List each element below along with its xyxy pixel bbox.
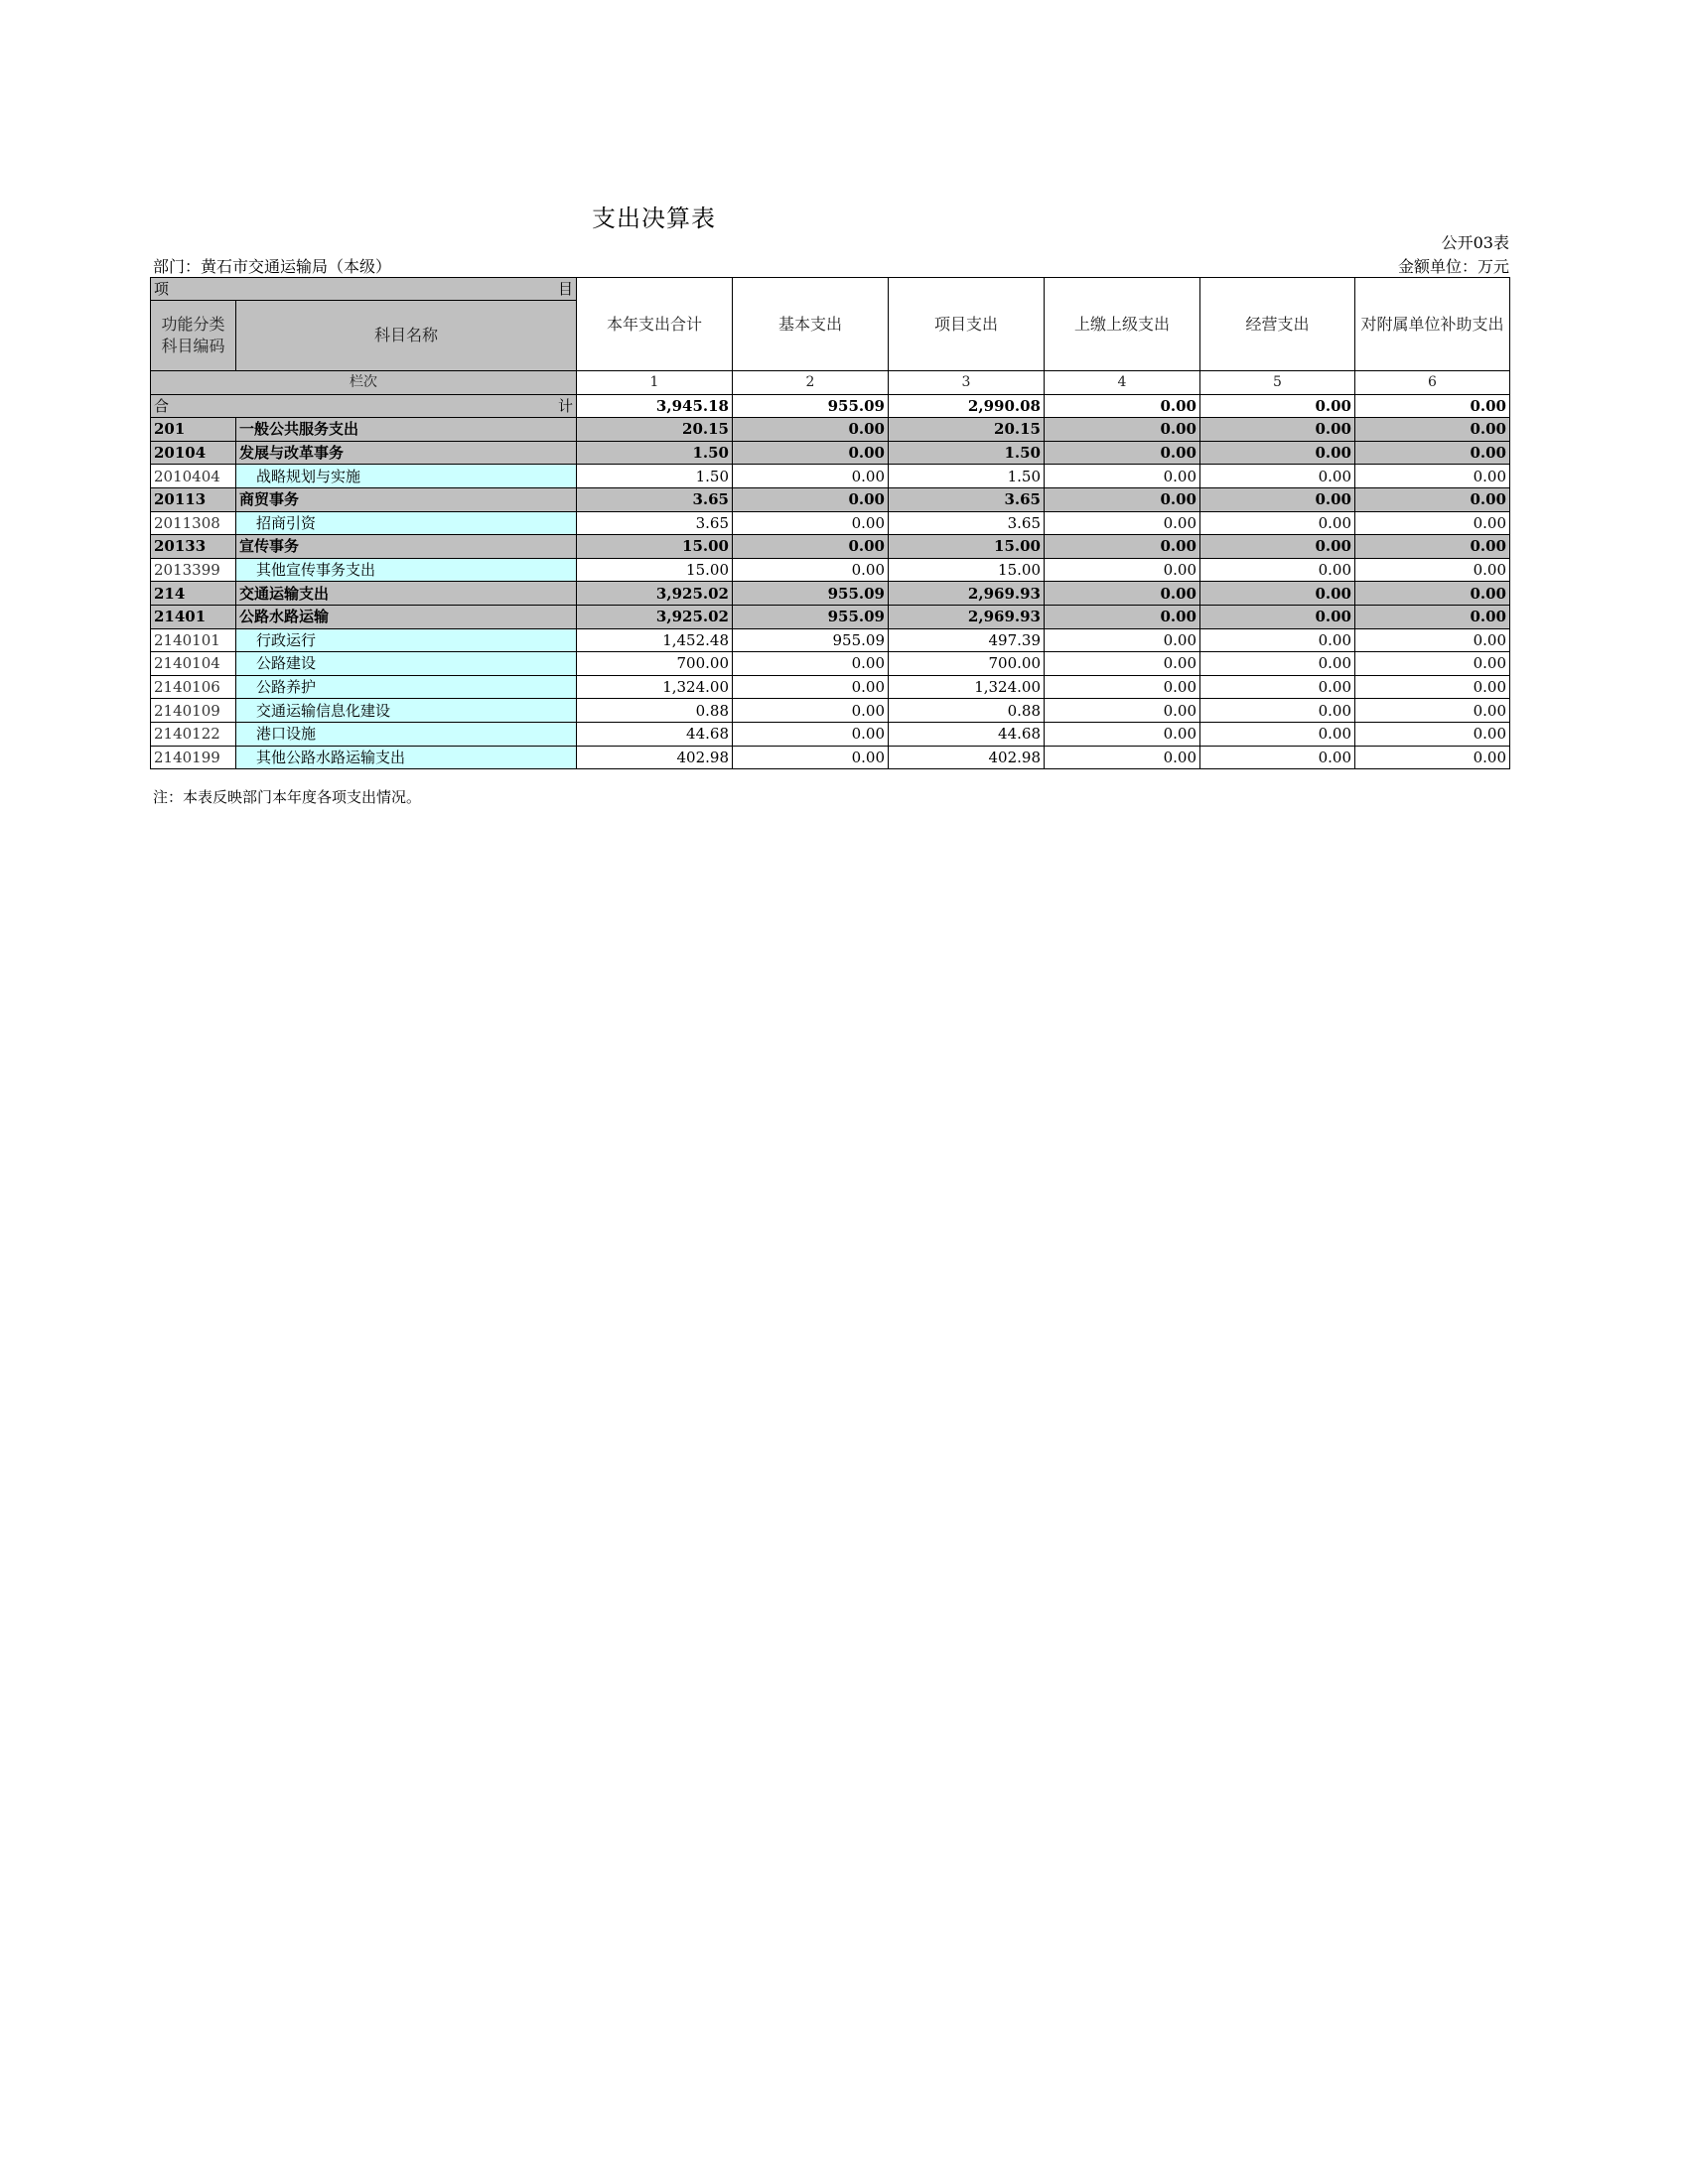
row-value-5: 0.00 <box>1200 722 1355 746</box>
row-value-1: 402.98 <box>577 746 733 769</box>
lanci-label: 栏次 <box>151 371 577 395</box>
item-label: 项 <box>154 280 170 298</box>
code-header: 功能分类科目编码 <box>151 301 236 371</box>
row-value-3: 1.50 <box>889 465 1045 488</box>
row-value-3: 3.65 <box>889 511 1045 535</box>
col-number-3: 3 <box>889 371 1045 395</box>
row-value-6: 0.00 <box>1355 558 1510 582</box>
row-value-6: 0.00 <box>1355 511 1510 535</box>
row-value-4: 0.00 <box>1045 652 1200 676</box>
row-code: 2010404 <box>151 465 236 488</box>
row-name: 发展与改革事务 <box>236 441 577 465</box>
table-row <box>151 535 1510 559</box>
item-header-cell <box>151 278 577 301</box>
row-value-2: 955.09 <box>733 605 889 628</box>
row-value-1: 1,324.00 <box>577 675 733 699</box>
row-value-5: 0.00 <box>1200 487 1355 511</box>
row-name: 宣传事务 <box>236 535 577 559</box>
table-row <box>151 675 1510 699</box>
row-value-3: 44.68 <box>889 722 1045 746</box>
row-value-6: 0.00 <box>1355 675 1510 699</box>
row-value-5: 0.00 <box>1200 699 1355 723</box>
row-name: 一般公共服务支出 <box>236 418 577 442</box>
row-value-6: 0.00 <box>1355 722 1510 746</box>
row-value-5: 0.00 <box>1200 535 1355 559</box>
name-header: 科目名称 <box>236 301 577 371</box>
row-code: 201 <box>151 418 236 442</box>
row-name: 其他宣传事务支出 <box>236 558 577 582</box>
row-value-4: 0.00 <box>1045 722 1200 746</box>
row-value-1: 3,925.02 <box>577 605 733 628</box>
row-value-4: 0.00 <box>1045 605 1200 628</box>
table-row <box>151 605 1510 628</box>
row-value-4: 0.00 <box>1045 511 1200 535</box>
row-value-5: 0.00 <box>1200 605 1355 628</box>
row-code: 2140106 <box>151 675 236 699</box>
row-value-2: 0.00 <box>733 558 889 582</box>
row-value-6: 0.00 <box>1355 487 1510 511</box>
row-name: 交通运输信息化建设 <box>236 699 577 723</box>
total-value-3: 2,990.08 <box>889 394 1045 418</box>
column-header-1: 本年支出合计 <box>577 278 733 371</box>
table-row <box>151 722 1510 746</box>
row-value-4: 0.00 <box>1045 465 1200 488</box>
row-code: 21401 <box>151 605 236 628</box>
row-value-2: 0.00 <box>733 418 889 442</box>
row-value-3: 2,969.93 <box>889 605 1045 628</box>
column-header-4: 上缴上级支出 <box>1045 278 1200 371</box>
row-value-1: 3,925.02 <box>577 582 733 606</box>
row-value-2: 0.00 <box>733 487 889 511</box>
form-number: 公开03表 <box>1441 233 1509 252</box>
row-name: 招商引资 <box>236 511 577 535</box>
row-value-5: 0.00 <box>1200 582 1355 606</box>
row-name: 公路养护 <box>236 675 577 699</box>
table-row <box>151 511 1510 535</box>
row-value-4: 0.00 <box>1045 487 1200 511</box>
row-code: 2013399 <box>151 558 236 582</box>
column-header-6: 对附属单位补助支出 <box>1355 278 1510 371</box>
page-title: 支出决算表 <box>592 205 716 232</box>
row-value-1: 15.00 <box>577 558 733 582</box>
row-value-3: 3.65 <box>889 487 1045 511</box>
row-code: 2140109 <box>151 699 236 723</box>
row-value-1: 1,452.48 <box>577 628 733 652</box>
table-row <box>151 582 1510 606</box>
table-row <box>151 628 1510 652</box>
row-code: 2140199 <box>151 746 236 769</box>
column-number-row <box>151 371 1510 395</box>
row-code: 20113 <box>151 487 236 511</box>
row-value-3: 497.39 <box>889 628 1045 652</box>
col-number-5: 5 <box>1200 371 1355 395</box>
table-row <box>151 487 1510 511</box>
row-value-5: 0.00 <box>1200 558 1355 582</box>
row-value-2: 955.09 <box>733 628 889 652</box>
row-value-6: 0.00 <box>1355 628 1510 652</box>
row-value-4: 0.00 <box>1045 628 1200 652</box>
table-row <box>151 746 1510 769</box>
table-row <box>151 465 1510 488</box>
row-value-2: 0.00 <box>733 535 889 559</box>
col-number-6: 6 <box>1355 371 1510 395</box>
column-header-3: 项目支出 <box>889 278 1045 371</box>
row-value-1: 1.50 <box>577 441 733 465</box>
row-name: 公路水路运输 <box>236 605 577 628</box>
row-value-4: 0.00 <box>1045 582 1200 606</box>
row-value-1: 0.88 <box>577 699 733 723</box>
row-value-2: 0.00 <box>733 675 889 699</box>
row-value-3: 402.98 <box>889 746 1045 769</box>
table-row <box>151 652 1510 676</box>
row-value-4: 0.00 <box>1045 675 1200 699</box>
row-value-1: 700.00 <box>577 652 733 676</box>
row-value-1: 20.15 <box>577 418 733 442</box>
row-name: 行政运行 <box>236 628 577 652</box>
total-value-4: 0.00 <box>1045 394 1200 418</box>
row-value-4: 0.00 <box>1045 535 1200 559</box>
total-value-2: 955.09 <box>733 394 889 418</box>
row-value-2: 0.00 <box>733 511 889 535</box>
header-row-item <box>151 278 1510 301</box>
row-value-2: 0.00 <box>733 746 889 769</box>
col-number-1: 1 <box>577 371 733 395</box>
row-value-4: 0.00 <box>1045 441 1200 465</box>
row-code: 2140122 <box>151 722 236 746</box>
table-row <box>151 699 1510 723</box>
row-value-2: 0.00 <box>733 465 889 488</box>
row-value-3: 15.00 <box>889 558 1045 582</box>
row-name: 交通运输支出 <box>236 582 577 606</box>
row-name: 公路建设 <box>236 652 577 676</box>
row-value-6: 0.00 <box>1355 441 1510 465</box>
row-value-1: 44.68 <box>577 722 733 746</box>
total-label-cell <box>151 394 577 418</box>
row-value-5: 0.00 <box>1200 675 1355 699</box>
row-value-3: 700.00 <box>889 652 1045 676</box>
table-row <box>151 441 1510 465</box>
table-row <box>151 418 1510 442</box>
department-label: 部门：黄石市交通运输局（本级） <box>153 257 392 276</box>
row-value-6: 0.00 <box>1355 652 1510 676</box>
total-value-5: 0.00 <box>1200 394 1355 418</box>
row-value-3: 1.50 <box>889 441 1045 465</box>
row-value-3: 2,969.93 <box>889 582 1045 606</box>
column-header-2: 基本支出 <box>733 278 889 371</box>
row-value-4: 0.00 <box>1045 558 1200 582</box>
row-name: 商贸事务 <box>236 487 577 511</box>
row-value-2: 0.00 <box>733 699 889 723</box>
col-number-4: 4 <box>1045 371 1200 395</box>
row-code: 2140104 <box>151 652 236 676</box>
table-note: 注：本表反映部门本年度各项支出情况。 <box>153 788 422 806</box>
row-value-5: 0.00 <box>1200 511 1355 535</box>
row-value-5: 0.00 <box>1200 441 1355 465</box>
row-code: 20133 <box>151 535 236 559</box>
row-value-2: 0.00 <box>733 652 889 676</box>
row-value-5: 0.00 <box>1200 628 1355 652</box>
amount-unit-label: 金额单位：万元 <box>1397 257 1509 276</box>
row-value-6: 0.00 <box>1355 746 1510 769</box>
total-value-6: 0.00 <box>1355 394 1510 418</box>
row-value-1: 1.50 <box>577 465 733 488</box>
row-value-5: 0.00 <box>1200 746 1355 769</box>
row-value-4: 0.00 <box>1045 699 1200 723</box>
column-header-5: 经营支出 <box>1200 278 1355 371</box>
row-value-3: 0.88 <box>889 699 1045 723</box>
table-row <box>151 558 1510 582</box>
row-value-3: 20.15 <box>889 418 1045 442</box>
total-label-left: 合 <box>154 396 170 415</box>
row-code: 2011308 <box>151 511 236 535</box>
row-value-5: 0.00 <box>1200 465 1355 488</box>
row-value-2: 0.00 <box>733 441 889 465</box>
row-value-1: 3.65 <box>577 487 733 511</box>
row-value-2: 955.09 <box>733 582 889 606</box>
row-name: 港口设施 <box>236 722 577 746</box>
total-row <box>151 394 1510 418</box>
row-value-1: 3.65 <box>577 511 733 535</box>
row-value-6: 0.00 <box>1355 582 1510 606</box>
row-value-5: 0.00 <box>1200 652 1355 676</box>
row-value-6: 0.00 <box>1355 605 1510 628</box>
row-value-5: 0.00 <box>1200 418 1355 442</box>
row-name: 战略规划与实施 <box>236 465 577 488</box>
row-value-6: 0.00 <box>1355 418 1510 442</box>
col-number-2: 2 <box>733 371 889 395</box>
row-value-3: 1,324.00 <box>889 675 1045 699</box>
mu-label: 目 <box>557 280 573 298</box>
row-value-6: 0.00 <box>1355 699 1510 723</box>
row-value-2: 0.00 <box>733 722 889 746</box>
total-label-right: 计 <box>557 396 573 415</box>
row-value-4: 0.00 <box>1045 746 1200 769</box>
row-code: 214 <box>151 582 236 606</box>
row-code: 2140101 <box>151 628 236 652</box>
row-code: 20104 <box>151 441 236 465</box>
row-value-1: 15.00 <box>577 535 733 559</box>
row-value-3: 15.00 <box>889 535 1045 559</box>
expenditure-table <box>150 277 1510 769</box>
row-value-6: 0.00 <box>1355 465 1510 488</box>
row-name: 其他公路水路运输支出 <box>236 746 577 769</box>
row-value-6: 0.00 <box>1355 535 1510 559</box>
row-value-4: 0.00 <box>1045 418 1200 442</box>
total-value-1: 3,945.18 <box>577 394 733 418</box>
